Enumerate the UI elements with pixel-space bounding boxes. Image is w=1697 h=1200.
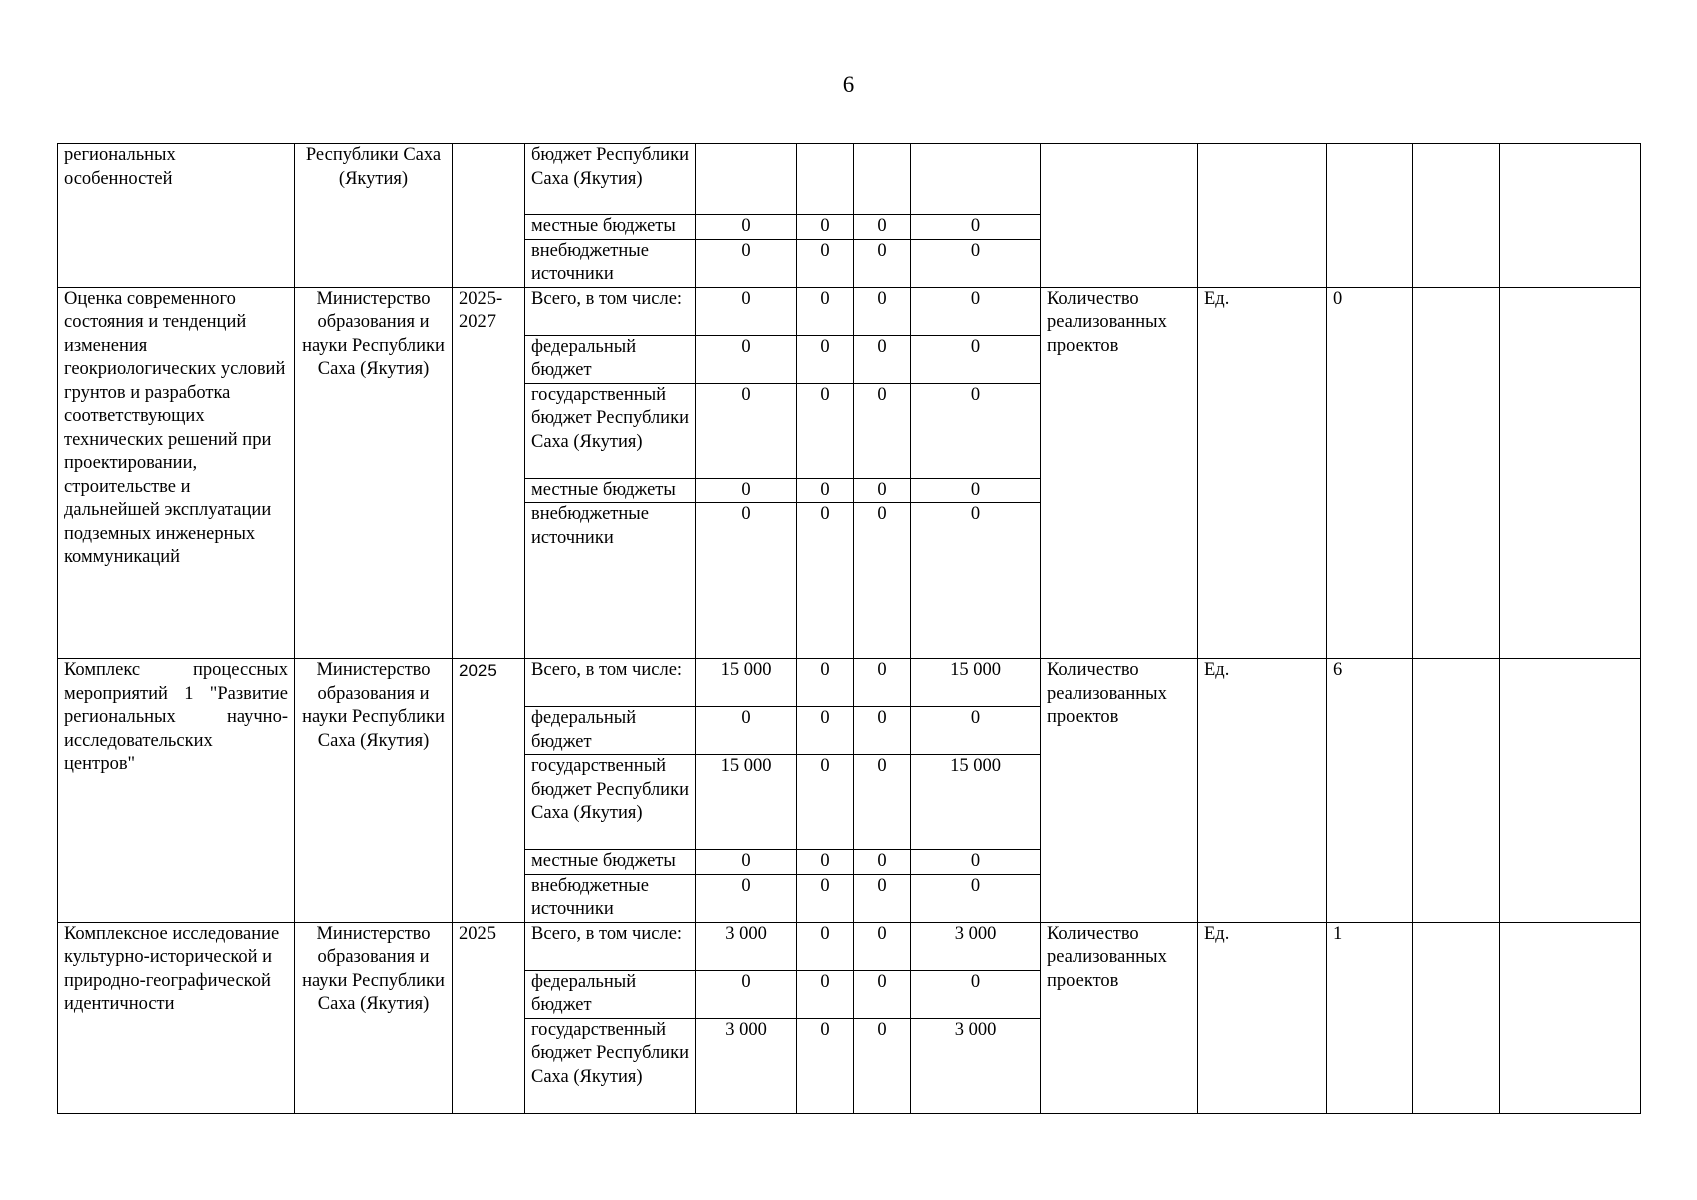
value-cell: 0 <box>911 478 1041 503</box>
responsible-executor: Министерство образования и науки Республики Саха (Якутия) <box>295 922 453 1113</box>
value-cell: 0 <box>911 707 1041 755</box>
period <box>453 144 525 288</box>
value-cell: 3 000 <box>911 922 1041 970</box>
value-cell: 0 <box>854 215 911 240</box>
value-cell: 0 <box>797 707 854 755</box>
value-cell: 0 <box>797 383 854 478</box>
source-label: федеральный бюджет <box>525 970 696 1018</box>
financing-table <box>57 143 1641 1114</box>
value-cell: 0 <box>696 850 797 875</box>
empty-cell <box>1500 287 1641 659</box>
value-cell: 3 000 <box>696 922 797 970</box>
value-cell: 0 <box>854 287 911 335</box>
source-label: федеральный бюджет <box>525 335 696 383</box>
value-cell: 0 <box>854 1018 911 1113</box>
value-cell: 0 <box>797 1018 854 1113</box>
value-cell: 0 <box>911 335 1041 383</box>
value-cell: 0 <box>911 503 1041 659</box>
value-cell: 0 <box>797 874 854 922</box>
indicator-name: Количество реализованных проектов <box>1041 922 1198 1113</box>
value-cell: 0 <box>797 215 854 240</box>
responsible-executor: Министерство образования и науки Республики Саха (Якутия) <box>295 287 453 659</box>
indicator-value: 1 <box>1327 922 1413 1113</box>
value-cell: 0 <box>911 874 1041 922</box>
indicator-name: Количество реализованных проектов <box>1041 287 1198 659</box>
unit: Ед. <box>1198 659 1327 923</box>
value-cell: 0 <box>854 335 911 383</box>
empty-cell <box>1413 922 1500 1113</box>
event-name: Комплексное исследование культурно-исторической и природно-географической идентичности <box>58 922 295 1113</box>
source-label: внебюджетные источники <box>525 503 696 659</box>
value-cell: 0 <box>696 503 797 659</box>
indicator-name: Количество реализованных проектов <box>1041 659 1198 923</box>
value-cell: 0 <box>797 755 854 850</box>
source-label: внебюджетные источники <box>525 874 696 922</box>
value-cell <box>854 144 911 215</box>
value-cell: 0 <box>797 659 854 707</box>
value-cell: 0 <box>797 970 854 1018</box>
value-cell: 0 <box>797 503 854 659</box>
value-cell: 0 <box>797 850 854 875</box>
empty-cell <box>1500 659 1641 923</box>
value-cell: 0 <box>854 850 911 875</box>
value-cell: 3 000 <box>911 1018 1041 1113</box>
value-cell: 0 <box>797 287 854 335</box>
value-cell: 0 <box>696 287 797 335</box>
empty-cell <box>1413 659 1500 923</box>
empty-cell <box>1500 144 1641 288</box>
source-label: бюджет Республики Саха (Якутия) <box>525 144 696 215</box>
value-cell: 0 <box>911 383 1041 478</box>
table-row <box>58 922 1641 970</box>
table-row <box>58 287 1641 335</box>
empty-cell <box>1413 144 1500 288</box>
page-number: 6 <box>842 72 855 97</box>
value-cell: 0 <box>854 478 911 503</box>
value-cell: 0 <box>911 287 1041 335</box>
value-cell: 0 <box>854 659 911 707</box>
empty-cell <box>1500 922 1641 1113</box>
value-cell: 0 <box>854 239 911 287</box>
value-cell: 0 <box>696 239 797 287</box>
value-cell: 0 <box>696 707 797 755</box>
event-name: Комплекс процессных мероприятий 1 "Развитие региональных научно-исследовательских центров" <box>58 659 295 923</box>
event-name: региональных особенностей <box>58 144 295 288</box>
source-label: государственный бюджет Республики Саха (Якутия) <box>525 383 696 478</box>
value-cell: 0 <box>854 383 911 478</box>
value-cell <box>696 144 797 215</box>
source-label: Всего, в том числе: <box>525 287 696 335</box>
responsible-executor: Министерство образования и науки Республики Саха (Якутия) <box>295 659 453 923</box>
period: 2025 <box>453 922 525 1113</box>
value-cell: 15 000 <box>696 659 797 707</box>
value-cell: 0 <box>696 383 797 478</box>
value-cell: 3 000 <box>696 1018 797 1113</box>
value-cell: 0 <box>797 478 854 503</box>
value-cell: 0 <box>797 239 854 287</box>
value-cell: 0 <box>854 503 911 659</box>
value-cell: 0 <box>797 922 854 970</box>
indicator-value: 0 <box>1327 287 1413 659</box>
source-label: Всего, в том числе: <box>525 659 696 707</box>
event-name: Оценка современного состояния и тенденций изменения геокриологических условий грунтов и разработка соответствующих технических решений при проектировании, строительстве и дальнейшей эксплуатации подземных инженерных коммуникаций <box>58 287 295 659</box>
value-cell <box>797 144 854 215</box>
period: 2025 <box>453 659 525 923</box>
unit: Ед. <box>1198 287 1327 659</box>
value-cell: 15 000 <box>911 755 1041 850</box>
responsible-executor: Республики Саха (Якутия) <box>295 144 453 288</box>
value-cell: 15 000 <box>696 755 797 850</box>
source-label: Всего, в том числе: <box>525 922 696 970</box>
value-cell <box>911 144 1041 215</box>
value-cell: 0 <box>911 850 1041 875</box>
source-label: местные бюджеты <box>525 850 696 875</box>
value-cell: 0 <box>911 970 1041 1018</box>
value-cell: 0 <box>696 970 797 1018</box>
value-cell: 0 <box>911 215 1041 240</box>
value-cell: 0 <box>854 970 911 1018</box>
empty-cell <box>1413 287 1500 659</box>
source-label: государственный бюджет Республики Саха (Якутия) <box>525 755 696 850</box>
source-label: местные бюджеты <box>525 478 696 503</box>
value-cell: 0 <box>854 874 911 922</box>
value-cell: 0 <box>854 707 911 755</box>
table-row <box>58 144 1641 215</box>
value-cell: 0 <box>854 922 911 970</box>
value-cell: 15 000 <box>911 659 1041 707</box>
period: 2025-2027 <box>453 287 525 659</box>
source-label: федеральный бюджет <box>525 707 696 755</box>
value-cell: 0 <box>696 335 797 383</box>
unit <box>1198 144 1327 288</box>
unit: Ед. <box>1198 922 1327 1113</box>
value-cell: 0 <box>854 755 911 850</box>
indicator-value: 6 <box>1327 659 1413 923</box>
value-cell: 0 <box>696 874 797 922</box>
indicator-value <box>1327 144 1413 288</box>
value-cell: 0 <box>696 215 797 240</box>
source-label: внебюджетные источники <box>525 239 696 287</box>
value-cell: 0 <box>696 478 797 503</box>
table-row <box>58 659 1641 707</box>
source-label: местные бюджеты <box>525 215 696 240</box>
value-cell: 0 <box>911 239 1041 287</box>
indicator-name <box>1041 144 1198 288</box>
value-cell: 0 <box>797 335 854 383</box>
source-label: государственный бюджет Республики Саха (Якутия) <box>525 1018 696 1113</box>
